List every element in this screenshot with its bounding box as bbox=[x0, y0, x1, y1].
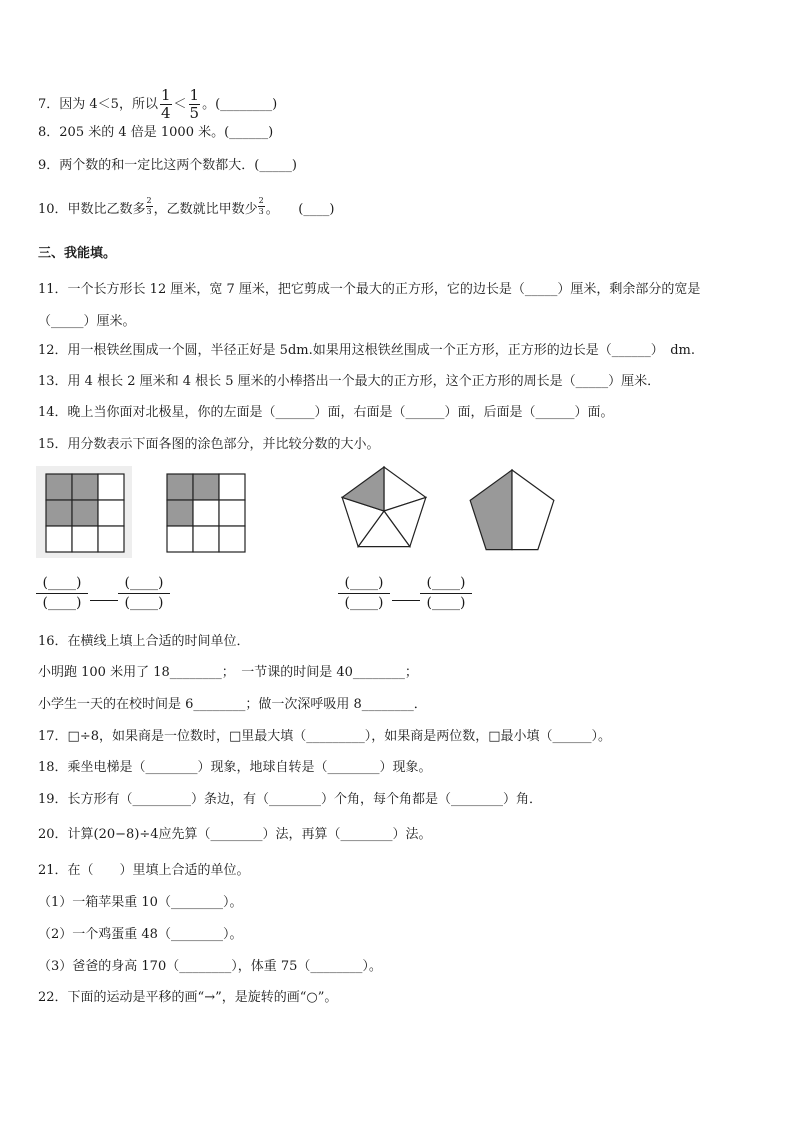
grid-cell bbox=[98, 526, 124, 552]
grid-cell bbox=[219, 500, 245, 526]
question-7: 7．因为 4＜5，所以 $\frac{1}{4}$ ＜ $\frac{1}{5}$ 。(________) bbox=[38, 86, 278, 122]
compare-blank-1[interactable] bbox=[90, 600, 118, 601]
question-11-cont: （_____）厘米。 bbox=[38, 314, 136, 329]
question-18: 18．乘坐电梯是（________）现象，地球自转是（________）现象。 bbox=[38, 760, 432, 775]
shaded-cell bbox=[167, 474, 193, 500]
pentagon-figure-1 bbox=[342, 465, 426, 557]
answer-fraction-3[interactable]: (____) (____) bbox=[338, 574, 390, 613]
fraction-one-fifth: $\frac{1}{5}$ bbox=[189, 86, 200, 122]
question-13: 13．用 4 根长 2 厘米和 4 根长 5 厘米的小棒搭出一个最大的正方形，这个正方形的周长是（_____）厘米． bbox=[38, 374, 661, 389]
answer-fraction-1[interactable]: (____) (____) bbox=[36, 574, 88, 613]
grid-figure-2 bbox=[163, 470, 251, 556]
question-21: 21．在（ ）里填上合适的单位。 bbox=[38, 863, 250, 878]
question-14: 14．晚上当你面对北极星，你的左面是（______）面，右面是（______）面，后面是（______）面。 bbox=[38, 405, 614, 420]
shaded-half bbox=[470, 470, 512, 550]
grid-cell bbox=[193, 500, 219, 526]
grid-cell bbox=[98, 500, 124, 526]
fraction-two-thirds: $\frac{2}{3}$ bbox=[146, 196, 152, 216]
grid-cell bbox=[193, 526, 219, 552]
answer-blank-7[interactable]: 。(________) bbox=[202, 97, 278, 112]
shaded-cell bbox=[46, 474, 72, 500]
question-16-line-2: 小学生一天的在校时间是 6________；做一次深呼吸用 8________． bbox=[38, 697, 427, 712]
question-10: 10．甲数比乙数多 $\frac{2}{3}$ ，乙数就比甲数少 $\frac{2}{3}$ 。 (____) bbox=[38, 196, 335, 217]
question-16: 16．在横线上填上合适的时间单位． bbox=[38, 634, 250, 649]
question-19: 19．长方形有（_________）条边，有（________）个角，每个角都是（________）角． bbox=[38, 792, 543, 807]
grid-cell bbox=[167, 526, 193, 552]
question-12: 12．用一根铁丝围成一个圆，半径正好是 5dm.如果用这根铁丝围成一个正方形，正方形的边长是（______） dm. bbox=[38, 343, 696, 358]
grid-cell bbox=[219, 526, 245, 552]
shaded-cell bbox=[72, 474, 98, 500]
pentagon-figure-2 bbox=[468, 467, 556, 557]
question-22: 22．下面的运动是平移的画“→”，是旋转的画“○”。 bbox=[38, 990, 338, 1005]
answer-fraction-2[interactable]: (____) (____) bbox=[118, 574, 170, 613]
answer-blank-10[interactable]: 。 (____) bbox=[265, 202, 335, 217]
shaded-cell bbox=[72, 500, 98, 526]
question-9: 9．两个数的和一定比这两个数都大．(_____) bbox=[38, 158, 297, 173]
shaded-cell bbox=[193, 474, 219, 500]
unshaded-half bbox=[512, 470, 554, 550]
question-17: 17．□÷8，如果商是一位数时，□里最大填（_________），如果商是两位数，□最小填（______）。 bbox=[38, 729, 612, 744]
question-16-line-1: 小明跑 100 米用了 18________； 一节课的时间是 40________； bbox=[38, 665, 418, 680]
fraction-two-thirds: $\frac{2}{3}$ bbox=[258, 196, 264, 216]
question-15: 15．用分数表示下面各图的涂色部分，并比较分数的大小。 bbox=[38, 437, 380, 452]
fraction-one-quarter: $\frac{1}{4}$ bbox=[160, 86, 171, 122]
shaded-cell bbox=[167, 500, 193, 526]
shaded-cell bbox=[46, 500, 72, 526]
question-21-part-1: （1）一箱苹果重 10（________）。 bbox=[38, 895, 243, 910]
question-21-part-3: （3）爸爸的身高 170（________），体重 75（________）。 bbox=[38, 959, 382, 974]
section-heading: 三、我能填。 bbox=[38, 246, 117, 261]
grid-figure-1 bbox=[36, 466, 132, 558]
question-20: 20．计算(20−8)÷4应先算（________）法，再算（________）法。 bbox=[38, 827, 432, 842]
answer-fraction-4[interactable]: (____) (____) bbox=[420, 574, 472, 613]
grid-cell bbox=[72, 526, 98, 552]
grid-cell bbox=[98, 474, 124, 500]
question-8: 8．205 米的 4 倍是 1000 米。(______) bbox=[38, 125, 274, 140]
grid-cell bbox=[46, 526, 72, 552]
question-11: 11．一个长方形长 12 厘米，宽 7 厘米，把它剪成一个最大的正方形，它的边长是（_____）厘米，剩余部分的宽是 bbox=[38, 282, 701, 297]
compare-blank-2[interactable] bbox=[392, 600, 420, 601]
grid-cell bbox=[219, 474, 245, 500]
question-21-part-2: （2）一个鸡蛋重 48（________）。 bbox=[38, 927, 243, 942]
